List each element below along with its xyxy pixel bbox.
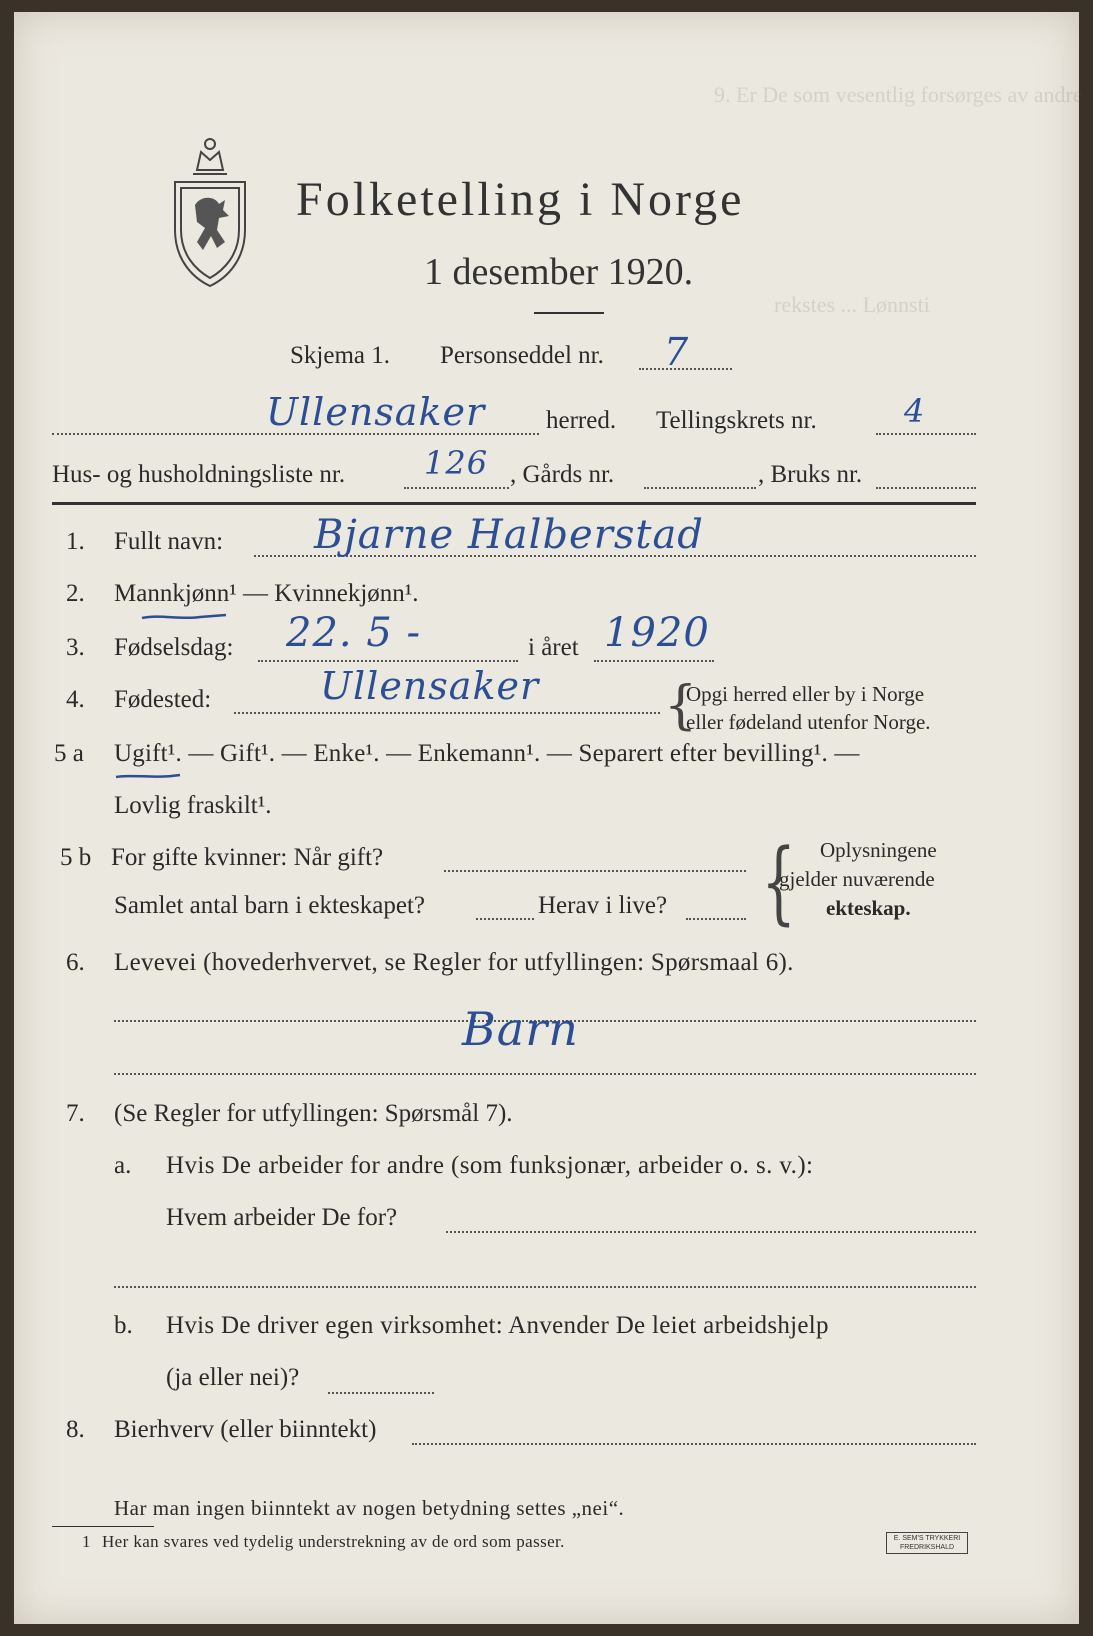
birthplace-note-brace: {: [664, 676, 698, 736]
q7-label: (Se Regler for utfyllingen: Spørsmål 7).: [114, 1100, 513, 1127]
herred-value: Ullensaker: [266, 390, 486, 434]
full-name-value: Bjarne Halberstad: [314, 512, 704, 558]
stamp-line1: E. SEM'S TRYKKERI: [893, 1535, 961, 1542]
hired-help-label: (ja eller nei)?: [166, 1364, 300, 1391]
birthday-field[interactable]: [258, 660, 518, 662]
q7a-number: a.: [114, 1152, 132, 1179]
marital-underline-mark: [114, 770, 184, 784]
birthplace-field[interactable]: [234, 712, 660, 714]
occupation-label: Levevei (hovederhvervet, se Regler for utfyllingen: Spørsmaal 6).: [114, 949, 794, 976]
q5b-number: 5 b: [60, 844, 92, 871]
children-total-field[interactable]: [476, 918, 534, 920]
tellingskrets-value: 4: [904, 392, 926, 430]
q1-label: Fullt navn:: [114, 528, 224, 555]
birth-year-field[interactable]: [594, 660, 714, 662]
personseddel-label: Personseddel nr.: [440, 342, 604, 369]
occupation-value: Barn: [462, 1002, 579, 1056]
census-form: [14, 12, 1083, 1624]
q7b-number: b.: [114, 1312, 133, 1339]
husholdningsliste-value: 126: [424, 444, 489, 482]
census-date: 1 desember 1920.: [424, 251, 694, 293]
marital-status-options[interactable]: Ugift¹. — Gift¹. — Enke¹. — Enkemann¹. — Separert efter bevilling¹. —: [114, 740, 860, 767]
marriage-note-brace: {: [761, 830, 796, 935]
q7a-line1: Hvis De arbeider for andre (som funksjonær, arbeider o. s. v.):: [166, 1152, 814, 1179]
footnote-divider: [52, 1526, 154, 1527]
form-title: Folketelling i Norge: [296, 173, 745, 226]
employer-field-line2[interactable]: [114, 1286, 976, 1288]
stamp-line2: FREDRIKSHALD: [899, 1544, 955, 1551]
bruks-field[interactable]: [876, 487, 976, 489]
printer-stamp: [886, 1532, 968, 1554]
employer-label: Hvem arbeider De for?: [166, 1204, 398, 1231]
children-alive-field[interactable]: [686, 918, 746, 920]
married-when-field[interactable]: [444, 870, 746, 872]
footnote-text: Her kan svares ved tydelig understrekning av de ord som passer.: [102, 1532, 565, 1551]
q2-number: 2.: [66, 580, 85, 607]
children-alive-label: Herav i live?: [538, 892, 668, 919]
bleed-through-text: rekstes ... Lønnsti: [774, 292, 930, 317]
birthplace-note-line2: eller fødeland utenfor Norge.: [686, 710, 931, 734]
husholdningsliste-field[interactable]: [404, 487, 509, 489]
marital-status-options-cont[interactable]: Lovlig fraskilt¹.: [114, 792, 272, 819]
q5a-number: 5 a: [54, 740, 84, 767]
marriage-note-line3: ekteskap.: [826, 896, 911, 920]
q3-label: Fødselsdag:: [114, 634, 234, 661]
side-income-field[interactable]: [412, 1443, 976, 1445]
title-divider: [534, 312, 604, 314]
header-divider: [52, 502, 976, 505]
birthplace-note-line1: Opgi herred eller by i Norge: [686, 682, 925, 706]
coat-of-arms-icon: [167, 130, 253, 290]
skjema-label: Skjema 1.: [290, 342, 390, 369]
q6-number: 6.: [66, 949, 85, 976]
q8-number: 8.: [66, 1416, 85, 1443]
footnote-mark: 1: [82, 1532, 91, 1551]
birthday-value: 22. 5 -: [286, 610, 422, 656]
q7b-line1: Hvis De driver egen virksomhet: Anvender De leiet arbeidshjelp: [166, 1312, 829, 1339]
gards-label: , Gårds nr.: [510, 461, 615, 488]
tellingskrets-field[interactable]: [876, 433, 976, 435]
herred-label: herred.: [546, 407, 617, 434]
gards-field[interactable]: [644, 487, 756, 489]
income-note: Har man ingen biinntekt av nogen betydning settes „nei“.: [114, 1496, 625, 1520]
married-when-label: For gifte kvinner: Når gift?: [111, 844, 384, 871]
gender-underline-mark: [140, 610, 230, 626]
marriage-note-line2: gjelder nuværende: [779, 867, 935, 891]
occupation-line2[interactable]: [114, 1073, 976, 1075]
q1-number: 1.: [66, 528, 85, 555]
birth-year-value: 1920: [604, 610, 710, 656]
children-total-label: Samlet antal barn i ekteskapet?: [114, 892, 425, 919]
side-income-label: Bierhverv (eller biinntekt): [114, 1416, 377, 1443]
q7-number: 7.: [66, 1100, 85, 1127]
q4-label: Fødested:: [114, 686, 212, 713]
gender-options[interactable]: Mannkjønn¹ — Kvinnekjønn¹.: [114, 580, 419, 607]
q4-number: 4.: [66, 686, 85, 713]
marriage-note-line1: Oplysningene: [820, 838, 937, 862]
bruks-label: , Bruks nr.: [758, 461, 863, 488]
employer-field[interactable]: [446, 1231, 976, 1233]
husholdningsliste-label: Hus- og husholdningsliste nr.: [52, 461, 346, 488]
tellingskrets-label: Tellingskrets nr.: [656, 407, 817, 434]
q3-number: 3.: [66, 634, 85, 661]
birthplace-value: Ullensaker: [320, 664, 540, 708]
year-label: i året: [528, 634, 579, 661]
bleed-through-text: 9. Er De som vesentlig forsørges av andre: [714, 82, 1083, 107]
hired-help-field[interactable]: [328, 1392, 434, 1394]
personseddel-value: 7: [664, 330, 690, 374]
